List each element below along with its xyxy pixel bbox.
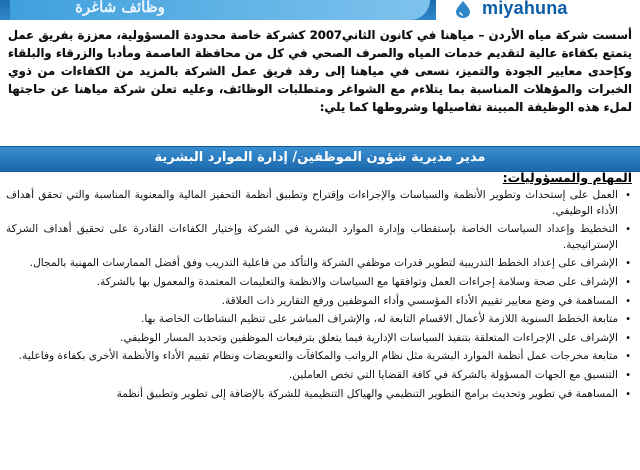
duty-text: الإشراف على إعداد الخطط التدريبية لتطوير قدرات موظفي الشركة والتأكد من فاعلية التدريب وفق أفضل الممارسات المهنية بالمجال. [29, 257, 618, 270]
duty-item [6, 222, 632, 253]
vacancies-banner-text: وظائف شاغرة [75, 0, 165, 16]
company-logo-text: miyahuna [482, 0, 568, 18]
bullet-icon: • [625, 258, 631, 270]
duty-text: متابعة مخرجات عمل أنظمة الموارد البشرية مثل نظام الرواتب والمكافآت والتعويضات ونظام تقييم الأداء والأنظمة الأخرى بكفاءة وفاعلية. [18, 350, 618, 363]
bullet-icon: • [625, 351, 631, 363]
duties-list [6, 188, 632, 405]
bullet-icon: • [625, 295, 631, 307]
intro-paragraph: أسست شركة مياه الأردن – مياهنا في كانون الثاني2007 كشركة خاصة محدودة المسؤولية، معززة بفريق عمل يتمتع بكفاءة عالية لتقديم خدمات المياه والصرف الصحي في كل من محافظة العاصمة ومأدبا والزرقاء والبلقاء وكإحدى معايير الجودة والتميز، نسعى في مياهنا إلى رفد فريق عمل الشركة بالمزيد من الكفاءات من ذوي الخبرات والمؤهلات المناسبة بما يتلاءم مع الشواغر ومتطلبات الوظائف، وعليه تعلن شركة مياهنا عن حاجتها لملء هذه الوظيفة المبينة تفاصيلها وشروطها كما يلي: [8, 28, 632, 114]
bullet-icon: • [625, 369, 631, 381]
bullet-icon: • [625, 388, 631, 400]
duty-text: الإشراف على الإجراءات المتعلقة بتنفيذ السياسات الإدارية فيما يتعلق بترفيعات الموظفين وتحديد المسار الوظيفي. [120, 331, 618, 344]
duty-item [6, 275, 632, 291]
duty-item [6, 349, 632, 365]
duty-item [6, 368, 632, 384]
duty-text: المساهمة في وضع معايير تقييم الأداء المؤسسي وأداء الموظفين ورفع التقارير ذات العلاقة. [221, 294, 618, 307]
duty-text: المساهمة في تطوير وتحديث برامج التطوير التنظيمي والهياكل التنظيمية للشركة بالإضافة إلى تطوير وتطبيق أنظمة [116, 387, 618, 400]
bullet-icon: • [625, 276, 631, 288]
bullet-icon: • [625, 314, 631, 326]
water-drop-icon [452, 0, 474, 18]
duty-item [6, 256, 632, 272]
duty-item [6, 312, 632, 328]
duty-item [6, 294, 632, 310]
duty-text: العمل على إستحداث وتطوير الأنظمة والسياسات والإجراءات وإقتراح وتطبيق أنظمة التحفيز المالية والمعنوية المناسبة والتي تحقق أهداف الأداء الوظيفي. [6, 189, 618, 217]
bullet-icon: • [625, 190, 631, 201]
duty-item [6, 331, 632, 347]
responsibilities-heading: المهام والمسؤوليات: [502, 170, 632, 185]
duty-text: التنسيق مع الجهات المسؤولة بالشركة في كافة القضايا التي تخص العاملين. [288, 368, 618, 381]
job-title-bar [0, 146, 640, 172]
bullet-icon: • [625, 224, 631, 236]
bullet-icon: • [625, 332, 631, 344]
duty-text: الإشراف على صحة وسلامة إجراءات العمل وتوافقها مع السياسات والانظمة والتعليمات المعتمدة والمعمول بها بالشركة. [96, 275, 618, 288]
job-title: مدير مديرية شؤون الموظفين/ إدارة الموارد البشرية [154, 150, 486, 165]
duty-text: متابعة الخطط السنوية اللازمة لأعمال الاقسام التابعة له، والإشراف المباشر على تنظيم النشاطات الخاصة بها. [141, 313, 618, 326]
duty-item [6, 387, 632, 403]
duty-item [6, 188, 632, 219]
duty-text: التخطيط وإعداد السياسات الخاصة بإستقطاب وإدارة الموارد البشرية في الشركة وإختيار الكفاءات القادرة على تحقيق أهداف الشركة الإستراتيجية. [6, 223, 618, 251]
